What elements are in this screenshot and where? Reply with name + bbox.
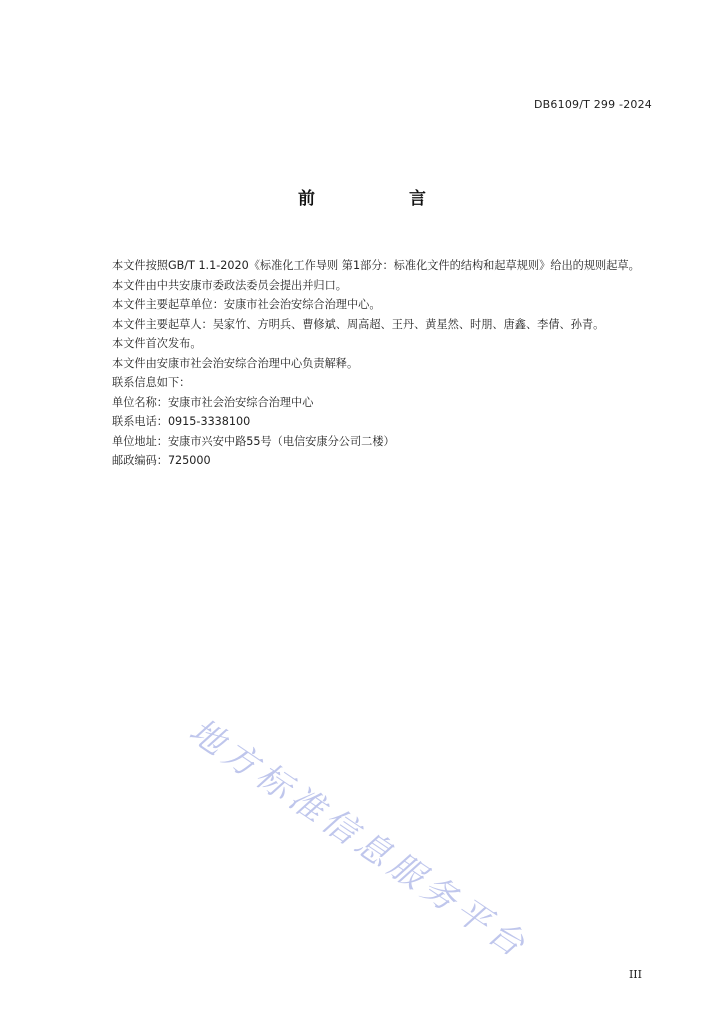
preface-body	[88, 256, 650, 471]
contact-unit-name: 单位名称：安康市社会治安综合治理中心	[112, 395, 314, 409]
section-title: 前 言	[298, 189, 470, 209]
paragraph-first-release: 本文件首次发布。	[112, 337, 202, 350]
contact-phone: 联系电话：0915-3338100	[112, 415, 251, 428]
contact-address: 单位地址：安康市兴安中路55号（电信安康分公司二楼）	[112, 434, 395, 448]
contact-postal-code: 邮政编码：725000	[112, 454, 211, 467]
paragraph-contact-intro: 联系信息如下：	[112, 376, 191, 389]
paragraph-drafting-rules: 本文件按照GB/T 1.1-2020《标准化工作导则 第1部分：标准化文件的结构和起草规则》给出的规则起草。	[112, 259, 640, 272]
watermark: 地方标准信息服务平台	[181, 710, 536, 968]
paragraph-proposer: 本文件由中共安康市委政法委员会提出并归口。	[112, 278, 347, 292]
paragraph-drafters: 本文件主要起草人：吴家竹、方明兵、曹修斌、周高超、王丹、黄星然、时朋、唐鑫、李倩、孙青。	[112, 317, 605, 331]
paragraph-interpretation: 本文件由安康市社会治安综合治理中心负责解释。	[112, 356, 359, 370]
paragraph-drafting-unit: 本文件主要起草单位：安康市社会治安综合治理中心。	[112, 298, 381, 311]
document-code: DB6109/T 299 -2024	[534, 98, 652, 111]
page-number: III	[628, 968, 642, 981]
